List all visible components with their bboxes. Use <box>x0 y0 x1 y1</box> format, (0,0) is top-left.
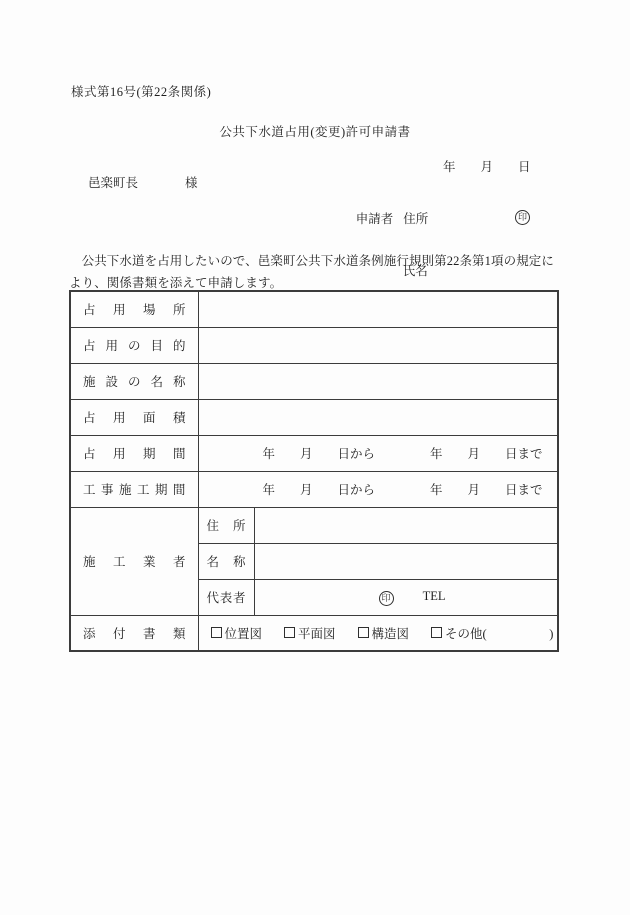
seal-icon <box>515 210 530 225</box>
contractor-rep-value-cell <box>254 579 558 615</box>
table-row-occupancy-period <box>70 435 558 471</box>
contractor-rep-label-cell: 代 表 者 <box>198 579 254 615</box>
period-from-label: 年 月 日から <box>262 447 376 461</box>
attachment-label: 平面図 <box>298 626 336 641</box>
contractor-address-value-cell <box>254 507 558 543</box>
occupancy-purpose-value-cell <box>198 327 558 363</box>
occupancy-area-value-cell <box>198 399 558 435</box>
attachment-option <box>284 624 336 642</box>
occupancy-period-value-cell <box>198 435 558 471</box>
date-line: 年 月 日 <box>443 160 531 174</box>
contractor-label-cell: 施 工 業 者 <box>70 507 198 615</box>
seal-character: 印 <box>517 212 527 222</box>
page-title: 公共下水道占用(変更)許可申請書 <box>219 125 411 139</box>
attachments-label-cell: 添 付 書 類 <box>70 615 198 651</box>
contractor-name-value-cell <box>254 543 558 579</box>
applicant-address-row <box>337 193 428 246</box>
facility-name-label-cell: 施 設 の 名 称 <box>70 363 198 399</box>
attachment-label: 位置図 <box>224 626 263 641</box>
applicant-name-label: 氏名 <box>402 264 428 278</box>
checkbox-icon <box>358 627 369 638</box>
attachment-label: その他( ) <box>445 626 554 641</box>
addressee-line <box>88 173 198 191</box>
seal-icon <box>379 591 394 606</box>
table-row-occupancy-place <box>70 291 558 327</box>
table-row-attachments <box>70 615 558 651</box>
table-row-occupancy-area <box>70 399 558 435</box>
checkbox-icon <box>211 627 222 638</box>
seal-character: 印 <box>381 592 391 603</box>
checkbox-icon <box>284 627 295 638</box>
occupancy-area-label-cell: 占 用 面 積 <box>70 399 198 435</box>
attachment-option <box>211 624 263 642</box>
attachments-value-cell <box>198 615 558 651</box>
construction-period-label-cell: 工 事 施 工 期 間 <box>70 471 198 507</box>
facility-name-value-cell <box>198 363 558 399</box>
applicant-address-label: 住所 <box>403 211 429 226</box>
period-from-label: 年 月 日から <box>262 483 376 497</box>
occupancy-place-label-cell: 占 用 場 所 <box>70 291 198 327</box>
applicant-label: 申請者 <box>355 211 394 226</box>
attachment-option <box>431 624 553 642</box>
addressee: 邑楽町長 <box>88 176 139 190</box>
attachment-option <box>358 624 410 642</box>
contractor-address-label-cell: 住 所 <box>198 507 254 543</box>
occupancy-purpose-label-cell: 占 用 の 目 的 <box>70 327 198 363</box>
addressee-honorific: 様 <box>185 176 198 190</box>
period-to-label: 年 月 日まで <box>430 483 543 497</box>
occupancy-period-label-cell: 占 用 期 間 <box>70 435 198 471</box>
table-row-facility-name <box>70 363 558 399</box>
tel-label: TEL <box>422 588 446 603</box>
checkbox-icon <box>431 627 442 638</box>
occupancy-place-value-cell <box>198 291 558 327</box>
period-to-label: 年 月 日まで <box>430 447 543 461</box>
attachment-label: 構造図 <box>371 626 410 641</box>
table-row-construction-period <box>70 471 558 507</box>
form-number: 様式第16号(第22条関係) <box>71 85 212 99</box>
table-row-occupancy-purpose <box>70 327 558 363</box>
table-row-contractor-address <box>70 507 558 543</box>
construction-period-value-cell <box>198 471 558 507</box>
contractor-name-label-cell: 名 称 <box>198 543 254 579</box>
body-text: 公共下水道を占用したいので、邑楽町公共下水道条例施行規則第22条第1項の規定により、関係書類を添えて申請します。 <box>69 254 555 290</box>
application-table <box>69 290 559 652</box>
